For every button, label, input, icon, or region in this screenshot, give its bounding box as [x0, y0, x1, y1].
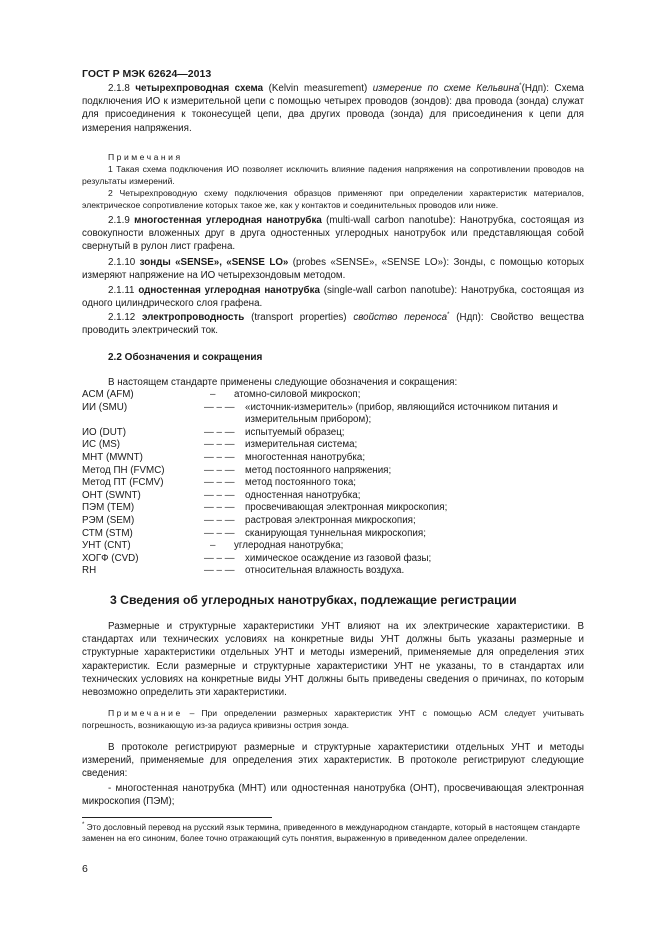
- footnote-marker: *: [447, 312, 450, 318]
- abbreviation-dash: — – —: [204, 401, 235, 413]
- abbreviation-row: [82, 427, 622, 440]
- page-number: 6: [82, 863, 88, 875]
- abbreviation-term: ИО (DUT): [82, 426, 127, 438]
- abbreviation-dash: — – —: [204, 439, 235, 451]
- clause-term: электропроводность: [142, 312, 245, 323]
- clause-term: многостенная углеродная нанотрубка: [134, 215, 322, 226]
- abbreviation-definition: атомно-силовой микроскоп;: [234, 389, 361, 400]
- section-3-paragraph-2: В протоколе регистрируют размерные и структурные характеристики отдельных УНТ и методы измерений, применяемые для определения этих характеристик. В протоколе регистрируют следующие сведения:: [82, 742, 584, 780]
- footnote-marker: *: [519, 83, 522, 89]
- abbreviation-row: [82, 439, 622, 452]
- clause-english: (Kelvin measurement): [268, 83, 368, 94]
- abbreviation-row: [82, 402, 622, 427]
- footnote: [82, 822, 602, 845]
- note-1: 1 Такая схема подключения ИО позволяет исключить влияние падения напряжения на сопротивлении проводов на результаты измерений.: [82, 164, 584, 187]
- abbreviation-dash: — – —: [204, 527, 235, 539]
- clause-2-1-11: [82, 284, 584, 310]
- clause-2-1-8: [82, 82, 584, 135]
- clause-synonym: свойство переноса: [353, 312, 448, 323]
- abbreviation-row: [82, 553, 622, 566]
- abbreviation-term: МНТ (MWNT): [82, 451, 143, 463]
- abbreviation-term: RH: [82, 565, 97, 577]
- abbreviation-term: ХОГФ (CVD): [82, 552, 139, 564]
- section-3-paragraph-1: Размерные и структурные характеристики УНТ влияют на их электрические характеристики. В стандартах или технических условиях на конкретные виды УНТ должны быть указаны размерные и структурные характеристики отдельных УНТ и методы измерений, применяемые для определения этих характеристик. Если размерные и структурные характеристики УНТ не указаны, то в стандартах или технических условиях на конкретные виды УНТ должны быть приведены сведения о причинах, по которым невозможно определить эти характеристики.: [82, 621, 584, 699]
- abbreviation-definition: метод постоянного напряжения;: [245, 464, 392, 476]
- abbreviation-term: УНТ (CNT): [82, 540, 131, 552]
- clause-text: (Ндп): Свойство вещества проводить электрический ток.: [82, 312, 584, 337]
- clause-tag: (Ндп):: [521, 83, 549, 94]
- clause-term: одностенная углеродная нанотрубка: [138, 285, 320, 296]
- abbreviation-definition: просвечивающая электронная микроскопия;: [245, 502, 448, 514]
- footnote-separator: [82, 817, 272, 818]
- clause-2-1-10: [82, 256, 584, 282]
- clause-text: (multi-wall carbon nanotube): Нанотрубка, состоящая из совокупности вложенных друг в друга одностенных углеродных нанотрубок или представляющая собой свернутый в рулон лист графена.: [82, 215, 585, 253]
- clause-term: четырехпроводная схема: [135, 83, 264, 94]
- clause-english: (transport properties): [251, 312, 347, 323]
- abbreviation-term: ИИ (SMU): [82, 401, 128, 413]
- abbreviation-term: ИС (MS): [82, 439, 121, 451]
- section-3-note: [82, 707, 584, 731]
- abbreviation-definition: метод постоянного тока;: [245, 477, 356, 489]
- clause-2-1-12: [82, 311, 584, 337]
- abbreviation-definition: химическое осаждение из газовой фазы;: [245, 552, 432, 564]
- abbreviation-term: ОНТ (SWNT): [82, 489, 141, 501]
- clause-number: 2.1.12: [108, 312, 136, 323]
- clause-text: (probes «SENSE», «SENSE LO»): Зонды, с помощью которых измеряют напряжение на ИО четырехзондовым методом.: [82, 257, 584, 282]
- abbreviation-definition: растровая электронная микроскопия;: [245, 514, 416, 526]
- clause-number: 2.1.11: [108, 285, 135, 296]
- abbreviation-definition: углеродная нанотрубка;: [234, 540, 344, 552]
- abbreviation-dash: — – —: [204, 502, 235, 514]
- clause-text: (single-wall carbon nanotube): Нанотрубка, состоящая из одного цилиндрического слоя графена.: [82, 285, 584, 310]
- clause-2-1-9: [82, 214, 584, 254]
- clause-synonym: измерение по схеме Кельвина: [372, 83, 520, 94]
- abbreviation-definition: сканирующая туннельная микроскопия;: [245, 527, 426, 539]
- abbreviation-dash: — – —: [204, 514, 235, 526]
- abbreviation-definition: «источник-измеритель» (прибор, являющийся источником питания и измерительным прибором);: [245, 401, 558, 426]
- abbreviation-row: [82, 490, 622, 503]
- clause-number: 2.1.9: [108, 215, 130, 226]
- abbreviation-dash: –: [210, 389, 216, 400]
- abbreviation-term: ACM (AFM): [82, 389, 134, 400]
- clause-definition: Схема подключения ИО к измерительной цепи с помощью четырех проводов (зондов): два провода (зонда) служат для присоединения к токонесущей цепи, два других провода (зонда) для присоединения к цепи для измерения напряжения.: [82, 83, 584, 134]
- note-label: Примечание: [108, 708, 183, 718]
- abbreviation-definition: измерительная система;: [245, 439, 358, 451]
- section-2-2-heading: 2.2 Обозначения и сокращения: [108, 352, 263, 363]
- abbreviation-dash: — – —: [204, 426, 235, 438]
- abbreviation-definition: относительная влажность воздуха.: [245, 565, 405, 577]
- abbreviation-dash: — – —: [204, 464, 235, 476]
- section-3-heading: 3 Сведения об углеродных нанотрубках, подлежащие регистрации: [110, 593, 517, 607]
- section-3-list-item: - многостенная нанотрубка (МНТ) или одностенная нанотрубка (ОНТ), просвечивающая электронная микроскопия (ПЭМ);: [82, 783, 584, 808]
- standard-header: ГОСТ Р МЭК 62624—2013: [82, 68, 212, 80]
- abbreviation-dash: — – —: [204, 552, 235, 564]
- abbreviation-row: [82, 540, 622, 553]
- abbreviation-row: [82, 565, 622, 578]
- abbreviation-definition: одностенная нанотрубка;: [245, 489, 361, 501]
- abbreviation-term: ПЭМ (TEM): [82, 502, 135, 514]
- clause-term: зонды «SENSE», «SENSE LO»: [139, 257, 289, 268]
- clause-number: 2.1.10: [108, 257, 136, 268]
- abbreviation-dash: — – —: [204, 477, 235, 489]
- notes-heading: Примечания: [108, 152, 183, 162]
- abbreviation-row: [82, 528, 622, 541]
- abbreviation-term: Метод ПТ (FCMV): [82, 477, 164, 489]
- abbreviation-definition: многостенная нанотрубка;: [245, 451, 366, 463]
- abbreviation-row: [82, 452, 622, 465]
- abbreviation-definition: испытуемый образец;: [245, 426, 345, 438]
- abbreviation-row: [82, 477, 622, 490]
- footnote-marker: *: [82, 822, 85, 828]
- abbreviation-term: СТМ (STM): [82, 527, 133, 539]
- abbreviations-list: [82, 389, 622, 578]
- abbreviation-row: [82, 515, 622, 528]
- note-text: – При определении размерных характеристик УНТ с помощью АСМ следует учитывать погрешность, возникающую из-за радиуса кривизны острия зонда.: [82, 708, 584, 731]
- abbreviation-term: Метод ПН (FVMC): [82, 464, 165, 476]
- abbreviation-dash: — – —: [204, 451, 235, 463]
- abbreviation-row: [82, 465, 622, 478]
- note-2: 2 Четырехпроводную схему подключения образцов применяют при определении характеристик материалов, электрическое сопротивление которых такое же, как у контактов и соединительных проводов или ниже.: [82, 188, 584, 211]
- abbreviation-row: [82, 389, 622, 402]
- footnote-text: Это дословный перевод на русский язык термина, приведенного в международном стандарте, который в настоящем стандарте заменен на его синоним, более точно отражающий суть понятия, выраженную в приведенном далее определении.: [82, 822, 580, 844]
- abbreviation-term: РЭМ (SEM): [82, 514, 135, 526]
- abbreviation-row: [82, 502, 622, 515]
- clause-number: 2.1.8: [108, 83, 130, 94]
- abbreviation-dash: –: [210, 540, 216, 552]
- abbreviation-dash: — – —: [204, 489, 235, 501]
- abbreviation-dash: — – —: [204, 565, 235, 577]
- abbreviations-intro: В настоящем стандарте применены следующие обозначения и сокращения:: [108, 377, 458, 388]
